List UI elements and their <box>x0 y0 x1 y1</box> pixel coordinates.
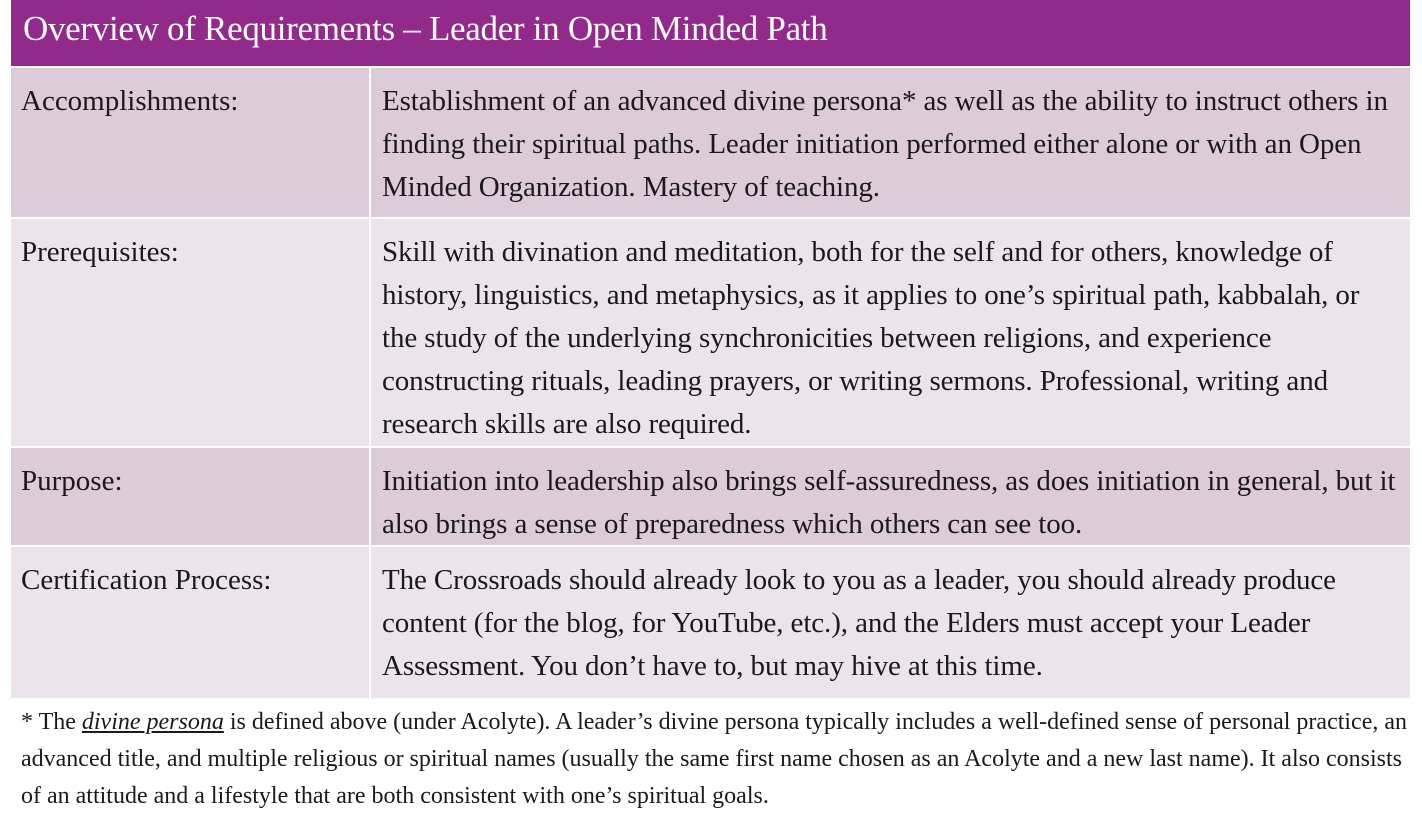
page-title: Overview of Requirements – Leader in Open Minded Path <box>23 9 828 48</box>
footnote-text: is defined above (under Acolyte). A leader’s divine persona typically includes a well-defined sense of personal practice, an advanced title, and multiple religious or spiritual names (usually the same first name chosen as an Acolyte and a new last name). It also consists of an attitude and a lifestyle that are both consistent with one’s spiritual goals. <box>21 709 1408 809</box>
row-label: Prerequisites: <box>11 219 371 446</box>
footnote-term: divine persona <box>81 709 224 735</box>
row-purpose <box>11 448 1410 547</box>
row-text: The Crossroads should already look to you as a leader, you should already produce content (for the blog, for YouTube, etc.), and the Elders must accept your Leader Assessment. You don’t have to, but may hive at this time. <box>382 564 1336 682</box>
requirements-table <box>11 0 1410 698</box>
row-label: Accomplishments: <box>11 68 371 217</box>
row-certification-process <box>11 547 1410 698</box>
table-header <box>11 0 1410 68</box>
row-text: Initiation into leadership also brings self-assuredness, as does initiation in general, but it also brings a sense of preparedness which others can see too. <box>382 465 1396 540</box>
row-label: Certification Process: <box>11 547 371 698</box>
row-text: Establishment of an advanced divine persona* as well as the ability to instruct others in finding their spiritual paths. Leader initiation performed either alone or with an Open Minded Organization. Mastery of teaching. <box>382 85 1388 203</box>
row-text: Skill with divination and meditation, both for the self and for others, knowledge of history, linguistics, and metaphysics, as it applies to one’s spiritual path, kabbalah, or the study of the underlying synchronicities between religions, and experience constructing rituals, leading prayers, or writing sermons. Professional, writing and research skills are also required. <box>382 236 1360 440</box>
footnote <box>21 704 1416 815</box>
row-accomplishments <box>11 68 1410 219</box>
row-prerequisites <box>11 219 1410 448</box>
footnote-prefix: * The <box>21 709 82 735</box>
row-label: Purpose: <box>11 448 371 545</box>
